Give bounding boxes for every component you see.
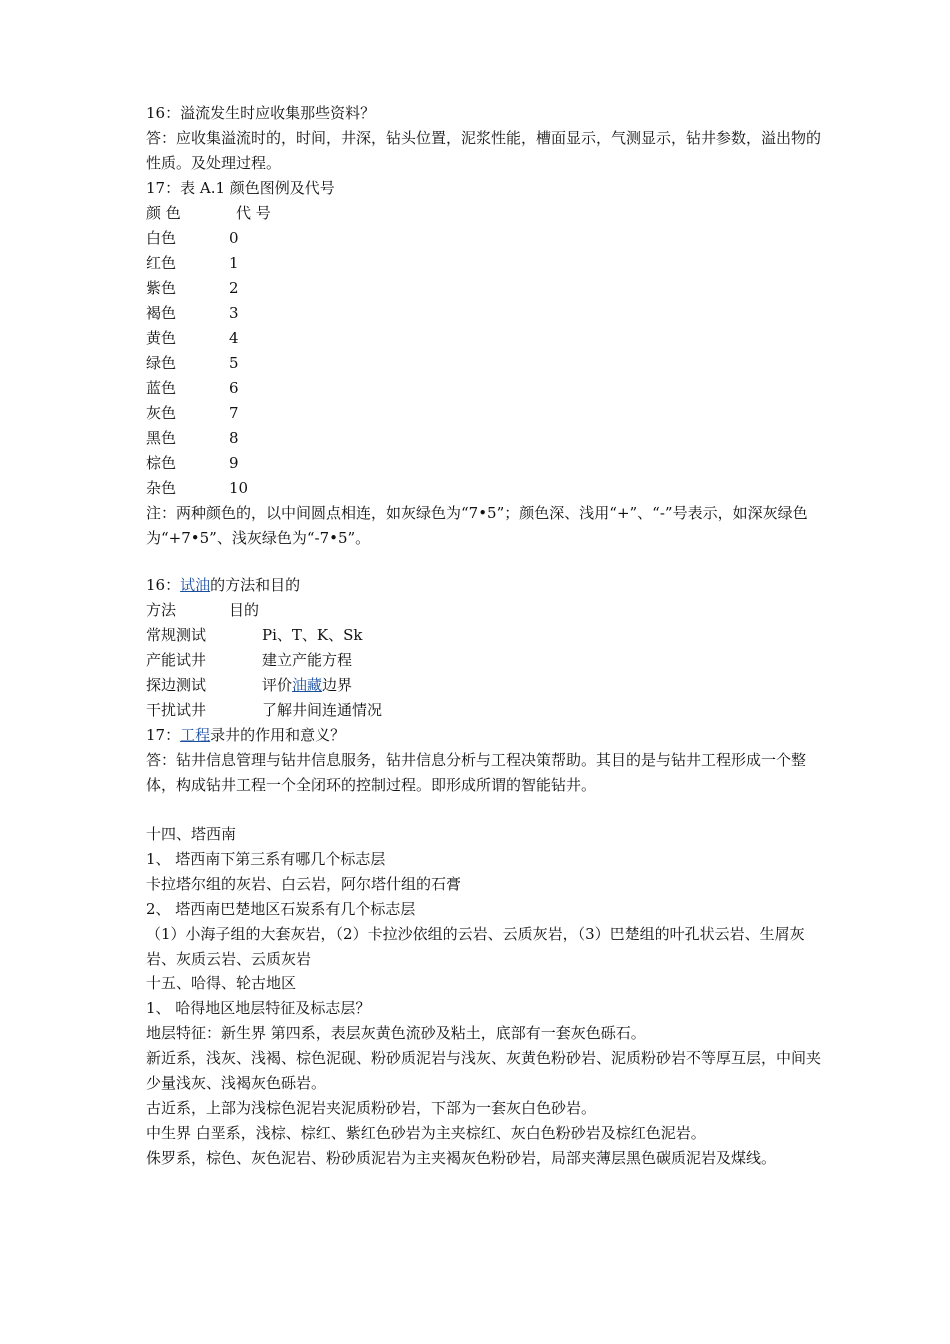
color-name: 杂色 xyxy=(146,479,177,497)
method-table xyxy=(146,598,826,723)
purpose-text: Pi、T、K、Sk xyxy=(262,626,363,644)
color-code: 1 xyxy=(229,254,239,272)
color-name: 灰色 xyxy=(146,404,177,422)
answer-17-engineering: 答：钻井信息管理与钻井信息服务，钻井信息分析与工程决策帮助。其目的是与钻井工程形成一个整体，构成钻井工程一个全闭环的控制过程。即形成所谓的智能钻井。 xyxy=(146,751,807,794)
link-engineering[interactable]: 工程 xyxy=(180,726,211,744)
method-table-row xyxy=(146,698,826,723)
color-note: 注：两种颜色的，以中间圆点相连，如灰绿色为“7•5”；颜色深、浅用“+”、“-”号表示，如深灰绿色为“+7•5”、浅灰绿色为“-7•5”。 xyxy=(146,504,808,547)
color-table-row xyxy=(146,451,826,476)
color-name: 红色 xyxy=(146,254,177,272)
color-table-row xyxy=(146,351,826,376)
method-table-row xyxy=(146,623,826,648)
color-table-row xyxy=(146,251,826,276)
section-taxinan xyxy=(146,822,826,972)
paragraph-neogene: 新近系，浅灰、浅褐、棕色泥砚、粉砂质泥岩与浅灰、灰黄色粉砂岩、泥质粉砂岩不等厚互层，中间夹少量浅灰、浅褐灰色砾岩。 xyxy=(146,1049,822,1092)
color-name: 褐色 xyxy=(146,304,177,322)
header-code: 代 号 xyxy=(236,204,271,222)
method-name: 干扰试井 xyxy=(146,701,207,719)
purpose-text-suffix: 边界 xyxy=(322,676,353,694)
answer-1: 卡拉塔尔组的灰岩、白云岩，阿尔塔什组的石膏 xyxy=(146,875,462,893)
question-2: 2、 塔西南巴楚地区石炭系有几个标志层 xyxy=(146,900,416,918)
color-name: 绿色 xyxy=(146,354,177,372)
color-code: 8 xyxy=(229,429,239,447)
answer-2: （1）小海子组的大套灰岩，（2）卡拉沙依组的云岩、云质灰岩，（3）巴楚组的叶孔状云岩、生屑灰岩、灰质云岩、云质灰岩 xyxy=(146,925,805,968)
purpose-text: 评价 xyxy=(262,676,293,694)
question-suffix: 录井的作用和意义？ xyxy=(210,726,346,744)
color-table-row xyxy=(146,376,826,401)
paragraph-jurassic: 侏罗系，棕色、灰色泥岩、粉砂质泥岩为主夹褐灰色粉砂岩，局部夹薄层黑色碳质泥岩及煤线。 xyxy=(146,1149,777,1167)
color-table-row xyxy=(146,301,826,326)
color-code: 3 xyxy=(229,304,239,322)
answer-16-kick: 答：应收集溢流时的，时间，井深，钻头位置，泥浆性能，槽面显示，气测显示，钻井参数，溢出物的性质。及处理过程。 xyxy=(146,129,822,172)
color-code: 9 xyxy=(229,454,239,472)
question-1: 1、 塔西南下第三系有哪几个标志层 xyxy=(146,850,386,868)
question-16-kick: 16：溢流发生时应收集那些资料？ xyxy=(146,104,376,122)
color-table-row xyxy=(146,401,826,426)
link-well-test[interactable]: 试油 xyxy=(180,576,211,594)
color-code: 6 xyxy=(229,379,239,397)
section-title: 十四、塔西南 xyxy=(146,825,237,843)
color-name: 棕色 xyxy=(146,454,177,472)
header-method: 方法 xyxy=(146,601,177,619)
color-name: 紫色 xyxy=(146,279,177,297)
color-table-row xyxy=(146,326,826,351)
method-table-row xyxy=(146,673,826,698)
color-name: 蓝色 xyxy=(146,379,177,397)
question-suffix: 的方法和目的 xyxy=(210,576,301,594)
section-hade-lungu xyxy=(146,971,826,1171)
question-16-well-test xyxy=(146,573,826,598)
color-table-row xyxy=(146,276,826,301)
method-name: 常规测试 xyxy=(146,626,207,644)
color-name: 黄色 xyxy=(146,329,177,347)
purpose-text: 了解井间连通情况 xyxy=(262,701,383,719)
question-prefix: 17： xyxy=(146,726,181,744)
question-17-engineering xyxy=(146,723,826,748)
color-name: 白色 xyxy=(146,229,177,247)
color-table-row xyxy=(146,476,826,501)
section-kick-and-colors xyxy=(146,101,826,551)
color-table-row xyxy=(146,226,826,251)
method-table-row xyxy=(146,648,826,673)
color-code: 5 xyxy=(229,354,239,372)
section-well-test xyxy=(146,573,826,798)
method-purpose xyxy=(262,623,362,648)
color-name: 黑色 xyxy=(146,429,177,447)
color-code: 0 xyxy=(229,229,239,247)
method-table-header xyxy=(146,598,826,623)
color-table-row xyxy=(146,426,826,451)
header-color: 颜 色 xyxy=(146,204,181,222)
question-prefix: 16： xyxy=(146,576,181,594)
question-1: 1、 哈得地区地层特征及标志层？ xyxy=(146,999,371,1017)
color-table-header xyxy=(146,201,826,226)
paragraph-strata: 地层特征：新生界 第四系，表层灰黄色流砂及粘土，底部有一套灰色砾石。 xyxy=(146,1024,646,1042)
section-title: 十五、哈得、轮古地区 xyxy=(146,974,297,992)
question-17-color-table: 17：表 A.1 颜色图例及代号 xyxy=(146,179,335,197)
paragraph-cretaceous: 中生界 白垩系，浅棕、棕红、紫红色砂岩为主夹棕红、灰白色粉砂岩及棕红色泥岩。 xyxy=(146,1124,706,1142)
color-code: 7 xyxy=(229,404,239,422)
method-purpose xyxy=(262,648,352,673)
method-purpose xyxy=(262,673,352,698)
method-purpose xyxy=(262,698,382,723)
color-code: 10 xyxy=(229,479,249,497)
header-purpose: 目的 xyxy=(229,601,260,619)
method-name: 产能试井 xyxy=(146,651,207,669)
color-code-table xyxy=(146,201,826,501)
paragraph-paleogene: 古近系，上部为浅棕色泥岩夹泥质粉砂岩，下部为一套灰白色砂岩。 xyxy=(146,1099,597,1117)
color-code: 4 xyxy=(229,329,239,347)
purpose-text: 建立产能方程 xyxy=(262,651,353,669)
method-name: 探边测试 xyxy=(146,676,207,694)
color-code: 2 xyxy=(229,279,239,297)
link-reservoir[interactable]: 油藏 xyxy=(292,676,323,694)
